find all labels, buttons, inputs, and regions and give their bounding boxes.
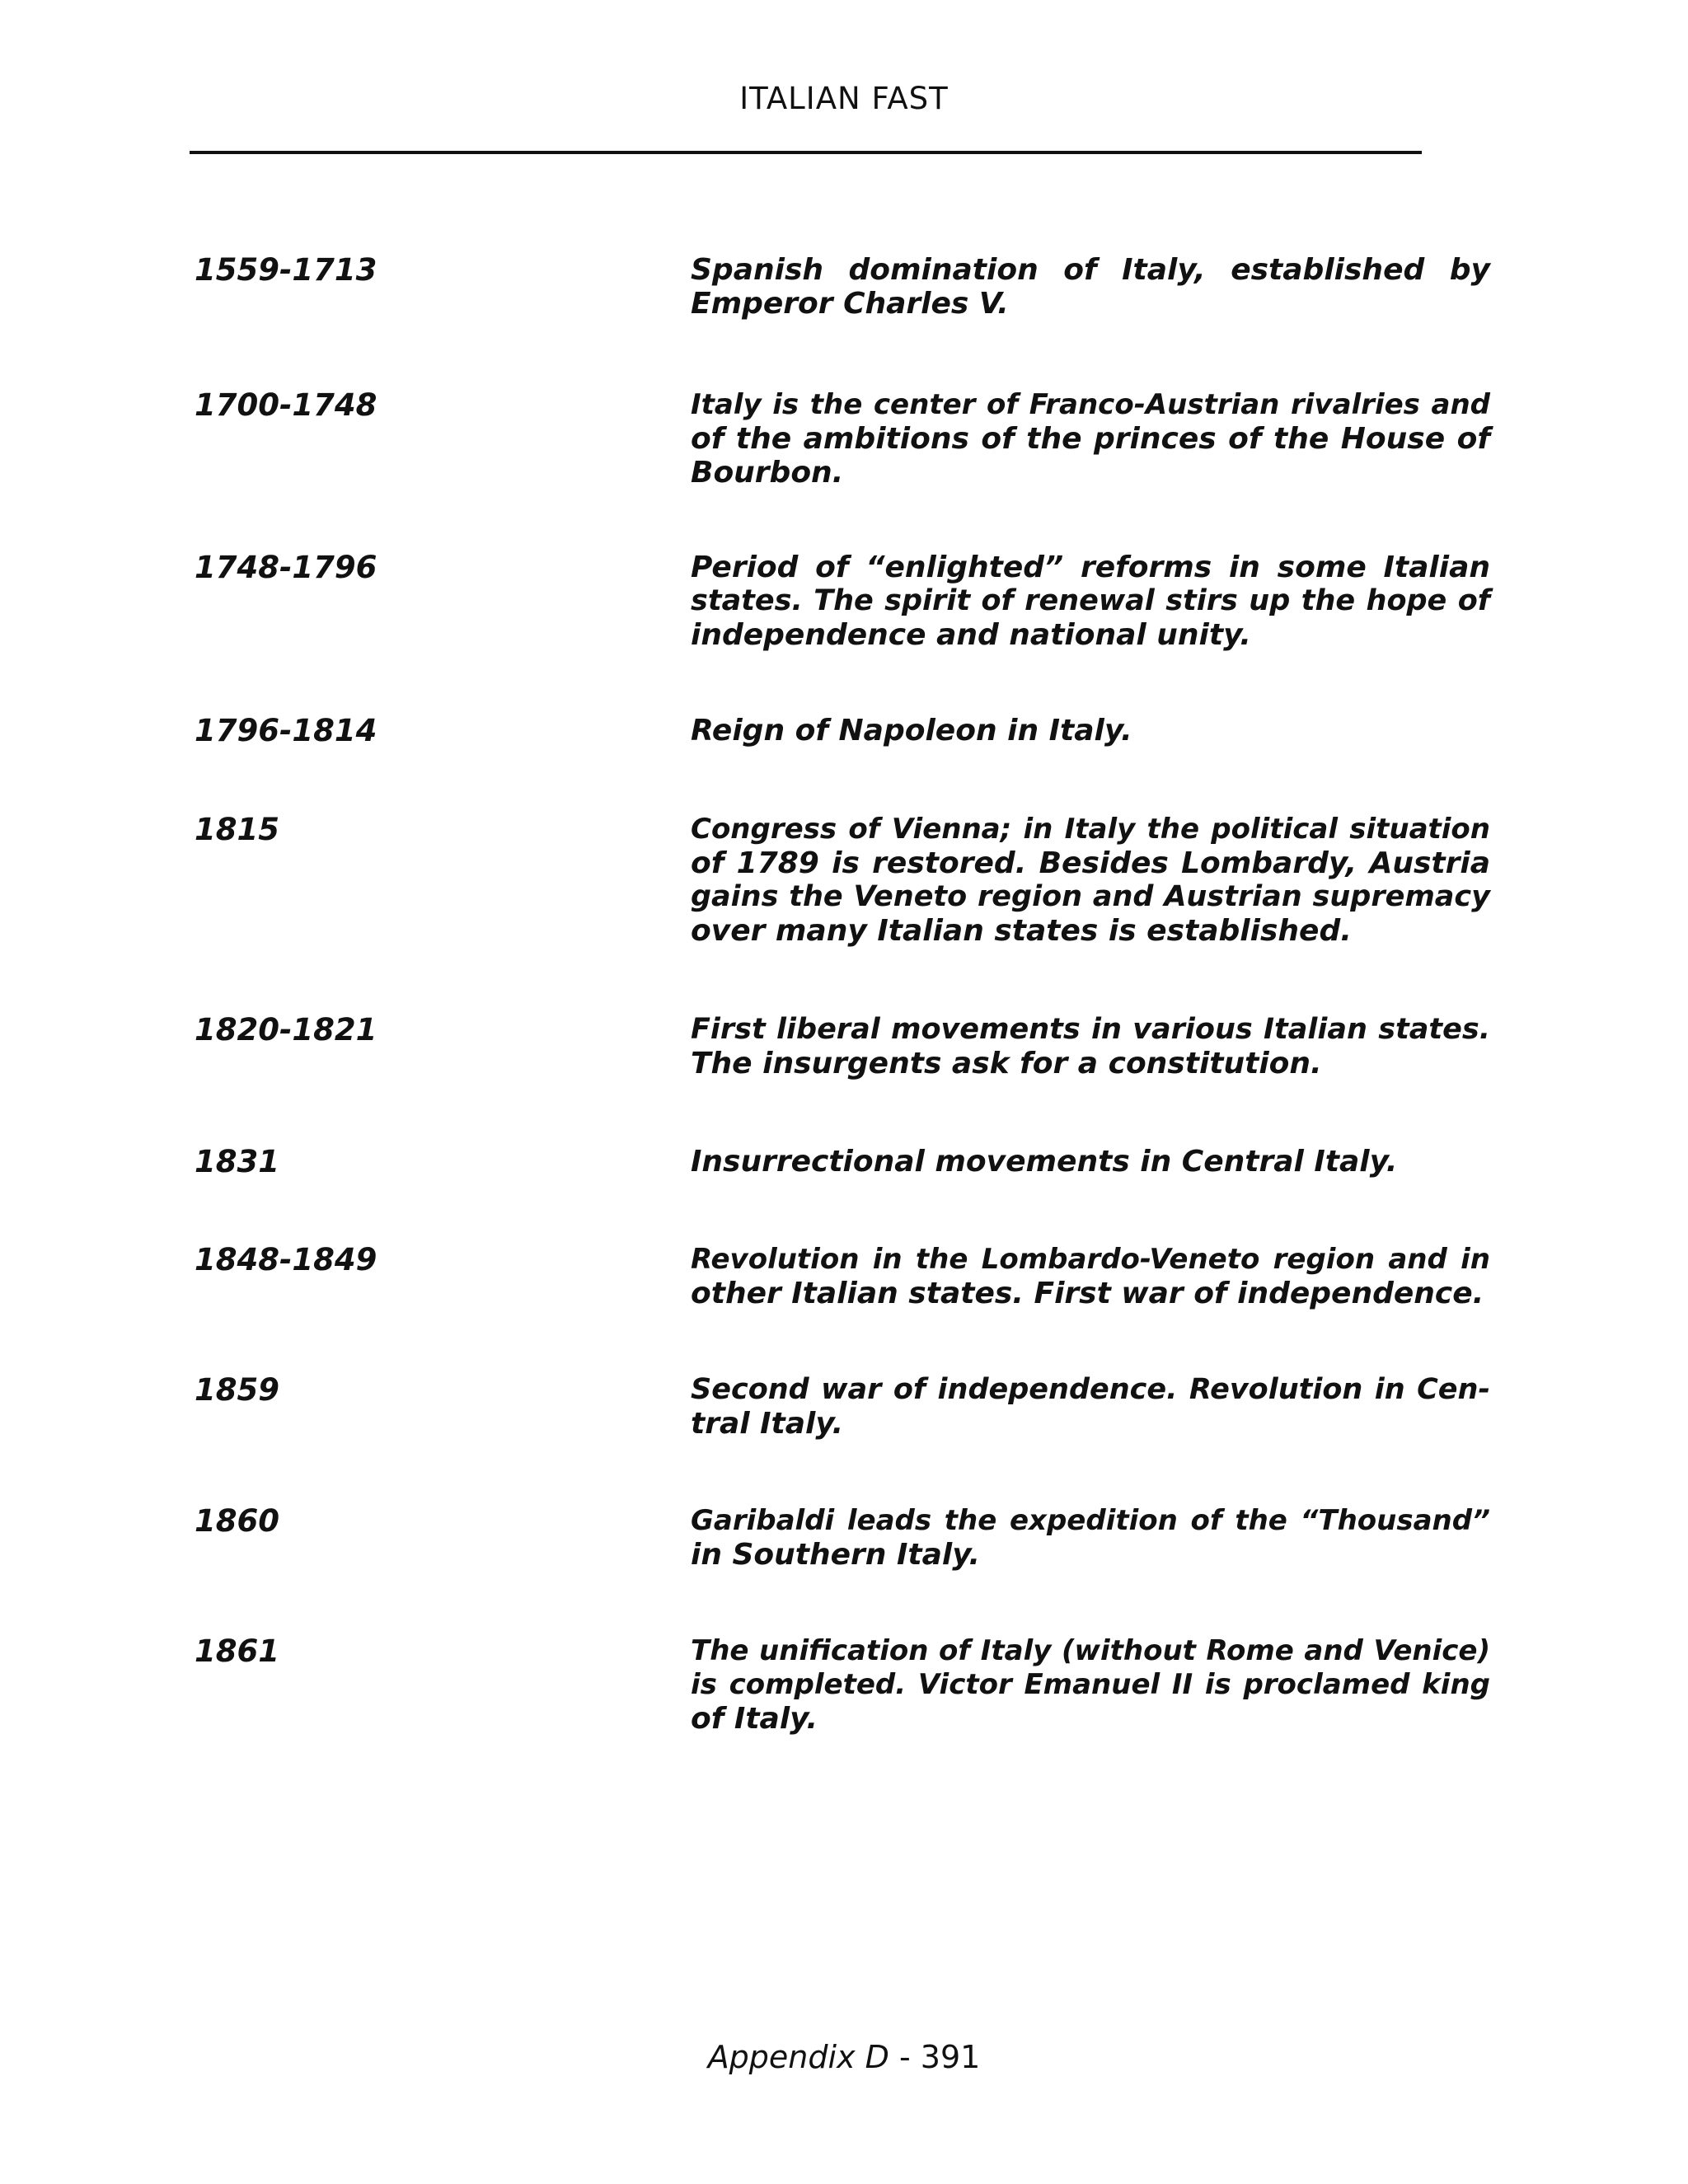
page-number: 391 — [920, 2039, 981, 2075]
description-line: of the ambitions of the princes of the House of — [691, 422, 1490, 456]
footer-separator: - — [889, 2039, 921, 2075]
entry-date: 1748-1796 — [195, 550, 377, 585]
entry-date: 1848-1849 — [195, 1242, 377, 1277]
description-line: The unification of Italy (without Rome and Venice) — [691, 1634, 1490, 1667]
description-line: is completed. Victor Emanuel II is proclamed king — [691, 1668, 1490, 1701]
entry-date: 1796-1814 — [195, 713, 377, 748]
description-line: Garibaldi leads the expedition of the “Thousand” — [691, 1504, 1490, 1537]
description-line: The insurgents ask for a constitution. — [691, 1047, 1322, 1080]
entry-description — [691, 1373, 1490, 1441]
page-footer — [0, 2039, 1688, 2075]
description-line: Second war of independence. Revolution in Cen- — [691, 1373, 1490, 1406]
description-line: of Italy. — [691, 1702, 818, 1736]
running-head: ITALIAN FAST — [739, 81, 949, 116]
description-line: independence and national unity. — [691, 618, 1251, 652]
description-line: Bourbon. — [691, 456, 844, 490]
description-line: gains the Veneto region and Austrian supremacy — [691, 880, 1490, 913]
description-line: Revolution in the Lombardo-Veneto region and in — [691, 1243, 1490, 1276]
entry-description — [691, 253, 1490, 321]
entry-description — [691, 1504, 1490, 1572]
description-line: Period of “enlighted” reforms in some Italian — [691, 551, 1490, 584]
description-line: Insurrectional movements in Central Italy. — [691, 1145, 1398, 1179]
description-line: other Italian states. First war of independence. — [691, 1277, 1484, 1310]
description-line: First liberal movements in various Italian states. — [691, 1013, 1490, 1046]
entry-description — [691, 551, 1490, 652]
entry-date: 1700-1748 — [195, 387, 377, 423]
entry-description — [691, 1145, 1490, 1179]
description-line: in Southern Italy. — [691, 1538, 981, 1572]
description-line: states. The spirit of renewal stirs up the hope of — [691, 584, 1490, 617]
entry-description — [691, 388, 1490, 490]
entry-description — [691, 1013, 1490, 1080]
entry-date: 1559-1713 — [195, 252, 377, 288]
appendix-label: Appendix D — [707, 2039, 889, 2075]
description-line: over many Italian states is established. — [691, 914, 1352, 948]
description-line: tral Italy. — [691, 1407, 844, 1441]
description-line: Congress of Vienna; in Italy the political situation — [691, 813, 1490, 846]
entry-description — [691, 714, 1490, 748]
entry-description — [691, 1243, 1490, 1310]
entry-description — [691, 813, 1490, 948]
entry-date: 1861 — [195, 1633, 279, 1669]
entry-description — [691, 1634, 1490, 1736]
entry-date: 1820-1821 — [195, 1012, 377, 1047]
description-line: of 1789 is restored. Besides Lombardy, Austria — [691, 846, 1490, 880]
description-line: Spanish domination of Italy, established by — [691, 253, 1490, 287]
entry-date: 1831 — [195, 1144, 279, 1179]
entry-date: 1860 — [195, 1503, 279, 1539]
entry-date: 1815 — [195, 812, 279, 847]
description-line: Italy is the center of Franco-Austrian rivalries and — [691, 388, 1490, 421]
entry-date: 1859 — [195, 1372, 279, 1408]
description-line: Reign of Napoleon in Italy. — [691, 714, 1132, 748]
description-line: Emperor Charles V. — [691, 287, 1009, 321]
